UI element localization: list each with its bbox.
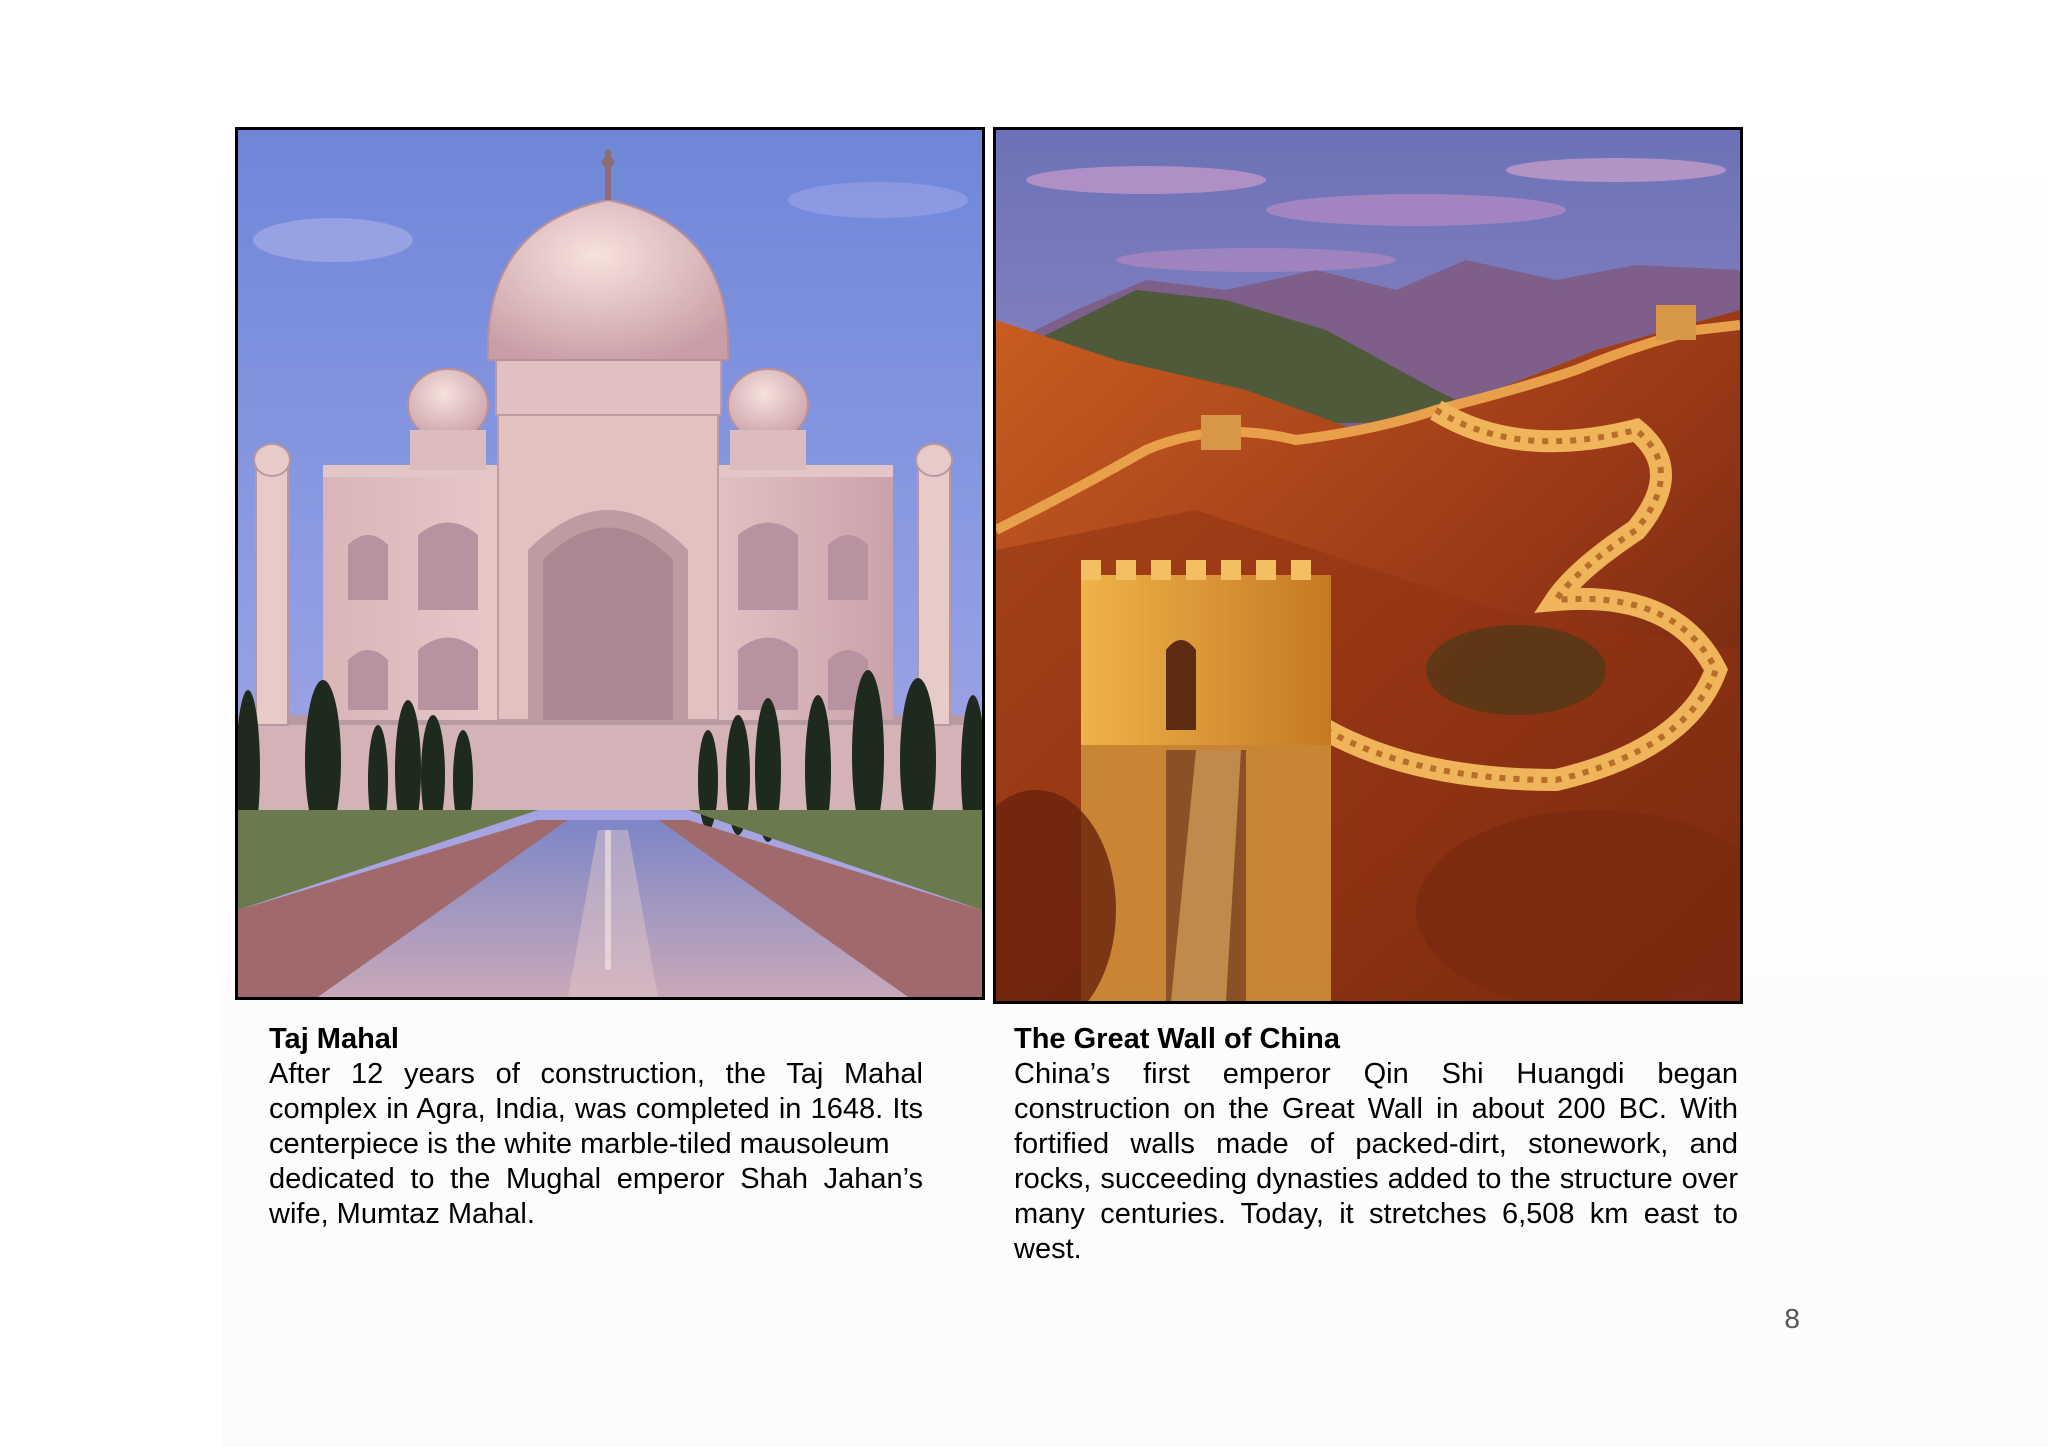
great-wall-caption — [1014, 1022, 1738, 1267]
taj-mahal-title: Taj Mahal — [269, 1023, 399, 1055]
taj-mahal-photo — [235, 127, 985, 1000]
taj-mahal-text-line: After 12 years of construction, the Taj Mahal — [269, 1058, 923, 1090]
great-wall-text-line: west. — [1014, 1233, 1082, 1265]
great-wall-text-line: construction on the Great Wall in about 200 BC. With — [1014, 1093, 1738, 1125]
great-wall-text-line: fortified walls made of packed-dirt, stonework, and — [1014, 1128, 1738, 1160]
great-wall-text-line: many centuries. Today, it stretches 6,508 km east to — [1014, 1198, 1738, 1230]
great-wall-text-line: China’s first emperor Qin Shi Huangdi began — [1014, 1058, 1738, 1090]
taj-mahal-text-line: dedicated to the Mughal emperor Shah Jahan’s — [269, 1163, 923, 1195]
great-wall-photo — [993, 127, 1743, 1004]
page-number: 8 — [1784, 1303, 1800, 1334]
taj-mahal-text-line: centerpiece is the white marble-tiled mausoleum — [269, 1128, 890, 1160]
great-wall-text-line: rocks, succeeding dynasties added to the structure over — [1014, 1163, 1738, 1195]
taj-mahal-caption — [269, 1022, 923, 1232]
great-wall-title: The Great Wall of China — [1014, 1023, 1341, 1055]
taj-mahal-text-line: wife, Mumtaz Mahal. — [269, 1198, 535, 1230]
taj-mahal-text-line: complex in Agra, India, was completed in 1648. Its — [269, 1093, 923, 1125]
